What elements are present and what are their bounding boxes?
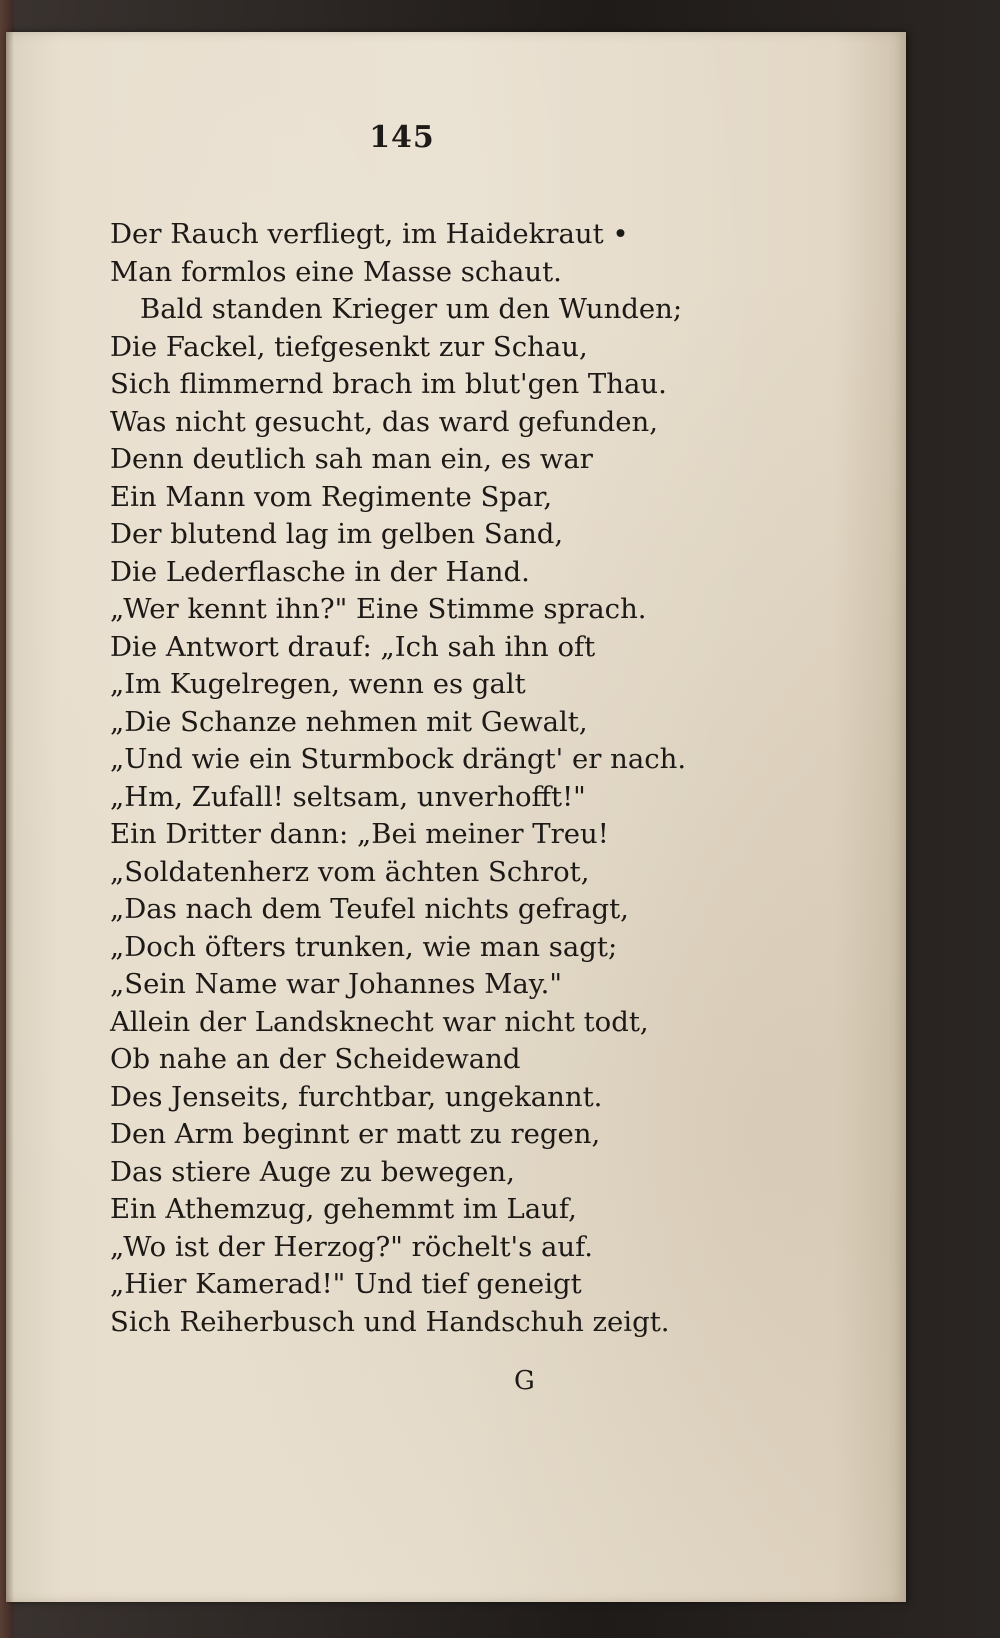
poem-line: „Im Kugelregen, wenn es galt bbox=[110, 668, 526, 700]
poem-line: Des Jenseits, furchtbar, ungekannt. bbox=[110, 1080, 603, 1113]
poem-line: Sich Reiherbusch und Handschuh zeigt. bbox=[110, 1305, 670, 1338]
poem-line: „Wer kennt ihn?" Eine Stimme sprach. bbox=[110, 593, 647, 625]
poem-line: Ob nahe an der Scheidewand bbox=[110, 1043, 521, 1075]
poem-line: Ein Mann vom Regimente Spar, bbox=[110, 480, 553, 513]
poem-line: Der blutend lag im gelben Sand, bbox=[110, 518, 564, 550]
poem-line: Man formlos eine Masse schaut. bbox=[110, 255, 562, 288]
poem-line: Ein Athemzug, gehemmt im Lauf, bbox=[110, 1193, 577, 1225]
poem-line: Bald standen Krieger um den Wunden; bbox=[140, 293, 683, 325]
poem-line: Denn deutlich sah man ein, es war bbox=[110, 443, 593, 475]
page-gutter-shadow bbox=[6, 32, 14, 1602]
poem-line: Den Arm beginnt er matt zu regen, bbox=[110, 1118, 601, 1150]
poem-line: Ein Dritter dann: „Bei meiner Treu! bbox=[110, 818, 609, 850]
signature-mark: G bbox=[514, 1366, 535, 1396]
poem-line: Die Antwort drauf: „Ich sah ihn oft bbox=[110, 630, 596, 663]
poem-line: Die Fackel, tiefgesenkt zur Schau, bbox=[110, 330, 588, 363]
poem-line: „Doch öfters trunken, wie man sagt; bbox=[110, 930, 618, 963]
poem-line: Sich flimmernd brach im blut'gen Thau. bbox=[110, 368, 667, 400]
poem-line: Die Lederflasche in der Hand. bbox=[110, 555, 530, 588]
poem-line: Was nicht gesucht, das ward gefunden, bbox=[110, 405, 658, 438]
poem-line: „Wo ist der Herzog?" röchelt's auf. bbox=[110, 1230, 594, 1263]
poem-line: „Hier Kamerad!" Und tief geneigt bbox=[110, 1268, 582, 1300]
poem-line: „Hm, Zufall! seltsam, unverhofft!" bbox=[110, 780, 586, 813]
poem-line: Das stiere Auge zu bewegen, bbox=[110, 1155, 515, 1188]
poem-line: „Das nach dem Teufel nichts gefragt, bbox=[110, 893, 629, 925]
page-number: 145 bbox=[369, 120, 435, 155]
poem-line: „Sein Name war Johannes May." bbox=[110, 968, 563, 1000]
poem-line: Allein der Landsknecht war nicht todt, bbox=[110, 1005, 649, 1038]
poem-line: „Die Schanze nehmen mit Gewalt, bbox=[110, 705, 588, 738]
poem-line: „Und wie ein Sturmbock drängt' er nach. bbox=[110, 743, 687, 775]
poem-text bbox=[110, 216, 686, 1341]
poem-line: Der Rauch verfliegt, im Haidekraut • bbox=[110, 218, 629, 250]
poem-line: „Soldatenherz vom ächten Schrot, bbox=[110, 855, 590, 888]
book-page bbox=[6, 32, 906, 1602]
